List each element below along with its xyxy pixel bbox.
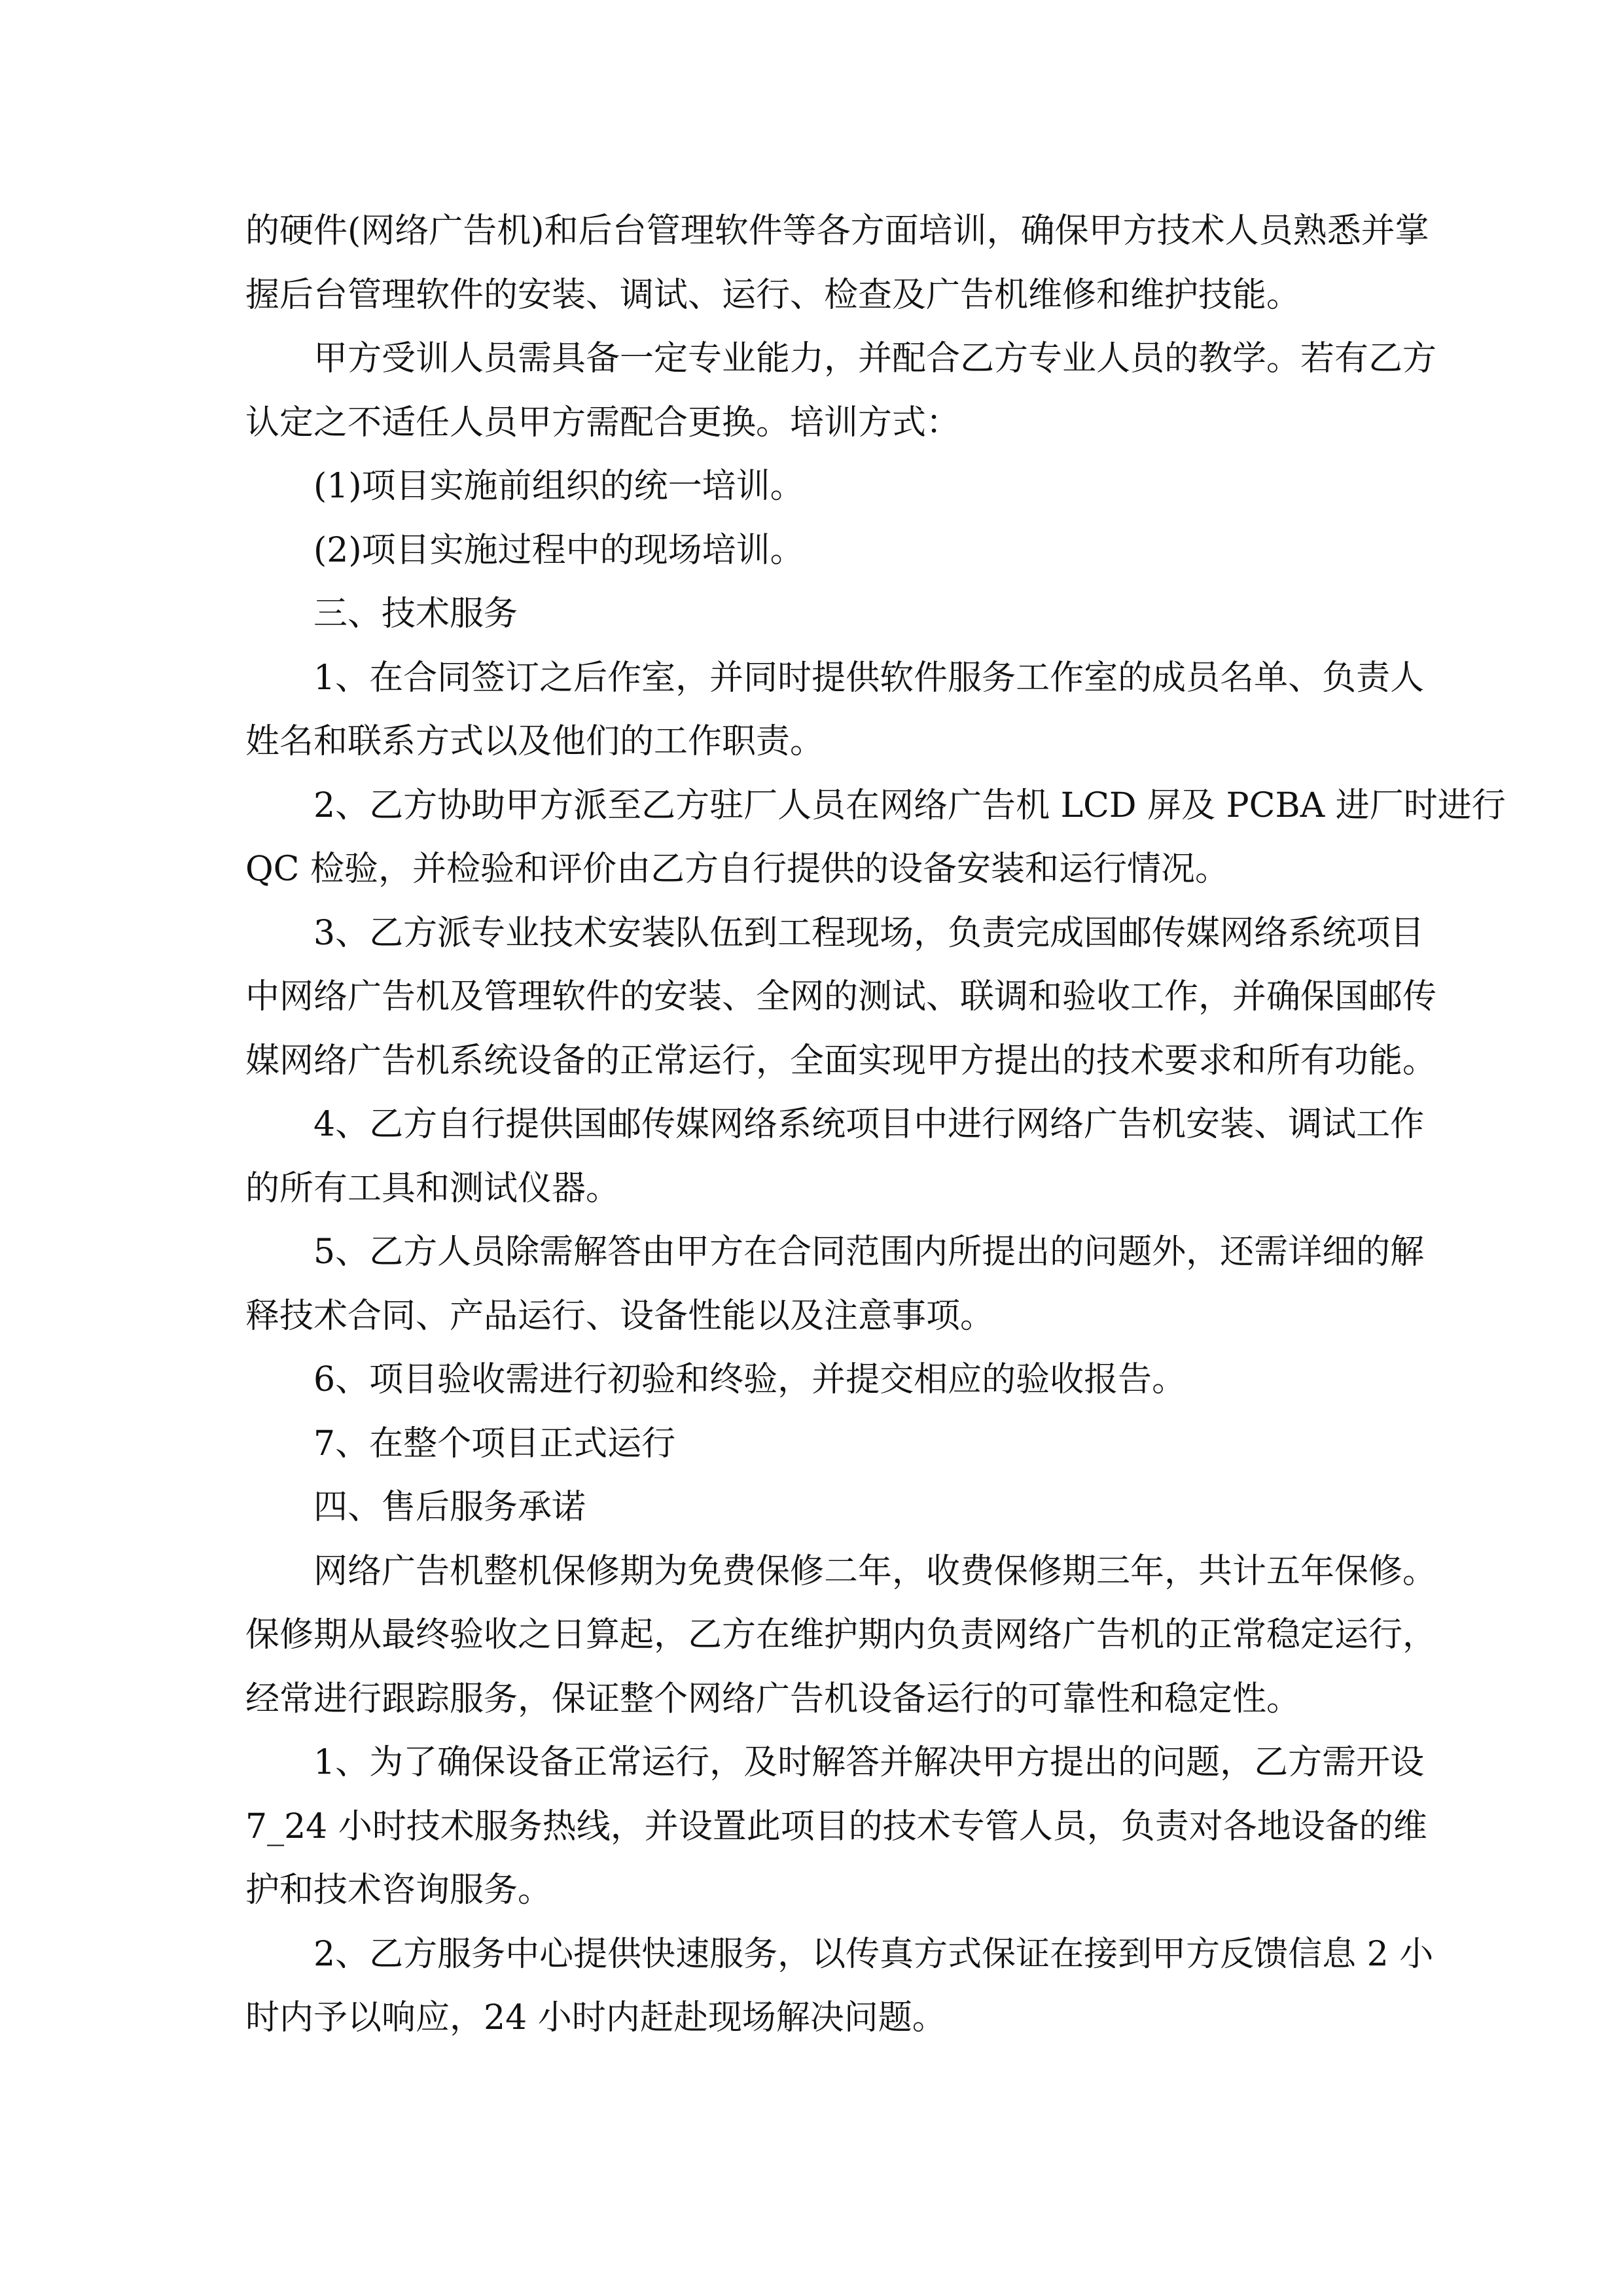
paragraph-line: 2、乙方服务中心提供快速服务，以传真方式保证在接到甲方反馈信息 2 小: [313, 1934, 1434, 1974]
paragraph-line: 7_24 小时技术服务热线，并设置此项目的技术专管人员，负责对各地设备的维: [245, 1806, 1427, 1846]
paragraph-line: 保修期从最终验收之日算起，乙方在维护期内负责网络广告机的正常稳定运行，: [245, 1615, 1437, 1655]
list-item: (2)项目实施过程中的现场培训。: [313, 530, 804, 570]
paragraph-line: 认定之不适任人员甲方需配合更换。培训方式：: [245, 403, 961, 442]
paragraph-line: 甲方受训人员需具备一定专业能力，并配合乙方专业人员的教学。若有乙方: [313, 339, 1437, 378]
paragraph-line: 时内予以响应，24 小时内赶赴现场解决问题。: [245, 1998, 946, 2037]
paragraph-line: 的所有工具和测试仪器。: [245, 1168, 620, 1208]
paragraph-line: 3、乙方派专业技术安装队伍到工程现场，负责完成国邮传媒网络系统项目: [313, 913, 1425, 953]
paragraph-line: 5、乙方人员除需解答由甲方在合同范围内所提出的问题外，还需详细的解: [313, 1232, 1425, 1272]
paragraph-line: 2、乙方协助甲方派至乙方驻厂人员在网络广告机 LCD 屏及 PCBA 进厂时进行: [313, 785, 1506, 825]
paragraph-line: 护和技术咨询服务。: [245, 1871, 552, 1910]
paragraph-line: 经常进行跟踪服务，保证整个网络广告机设备运行的可靠性和稳定性。: [245, 1679, 1301, 1719]
paragraph-line: 媒网络广告机系统设备的正常运行，全面实现甲方提出的技术要求和所有功能。: [245, 1041, 1437, 1081]
paragraph-line: 姓名和联系方式以及他们的工作职责。: [245, 722, 825, 761]
paragraph-line: 的硬件(网络广告机)和后台管理软件等各方面培训，确保甲方技术人员熟悉并掌: [245, 211, 1429, 251]
document-body: [245, 200, 1506, 2051]
section-heading: 四、售后服务承诺: [313, 1488, 586, 1527]
paragraph-line: 中网络广告机及管理软件的安装、全网的测试、联调和验收工作，并确保国邮传: [245, 977, 1437, 1016]
paragraph-line: 释技术合同、产品运行、设备性能以及注意事项。: [245, 1296, 995, 1336]
paragraph-line: 1、为了确保设备正常运行，及时解答并解决甲方提出的问题，乙方需开设: [313, 1743, 1425, 1782]
paragraph-line: 7、在整个项目正式运行: [313, 1424, 676, 1463]
list-item: (1)项目实施前组织的统一培训。: [313, 467, 804, 506]
paragraph-line: QC 检验，并检验和评价由乙方自行提供的设备安装和运行情况。: [245, 850, 1229, 889]
paragraph-line: 6、项目验收需进行初验和终验，并提交相应的验收报告。: [313, 1360, 1186, 1399]
paragraph-line: 握后台管理软件的安装、调试、运行、检查及广告机维修和维护技能。: [245, 275, 1301, 315]
paragraph-line: 网络广告机整机保修期为免费保修二年，收费保修期三年，共计五年保修。: [313, 1551, 1437, 1591]
paragraph-line: 1、在合同签订之后作室，并同时提供软件服务工作室的成员名单、负责人: [313, 658, 1425, 698]
section-heading: 三、技术服务: [313, 594, 518, 634]
paragraph-line: 4、乙方自行提供国邮传媒网络系统项目中进行网络广告机安装、调试工作: [313, 1105, 1425, 1144]
